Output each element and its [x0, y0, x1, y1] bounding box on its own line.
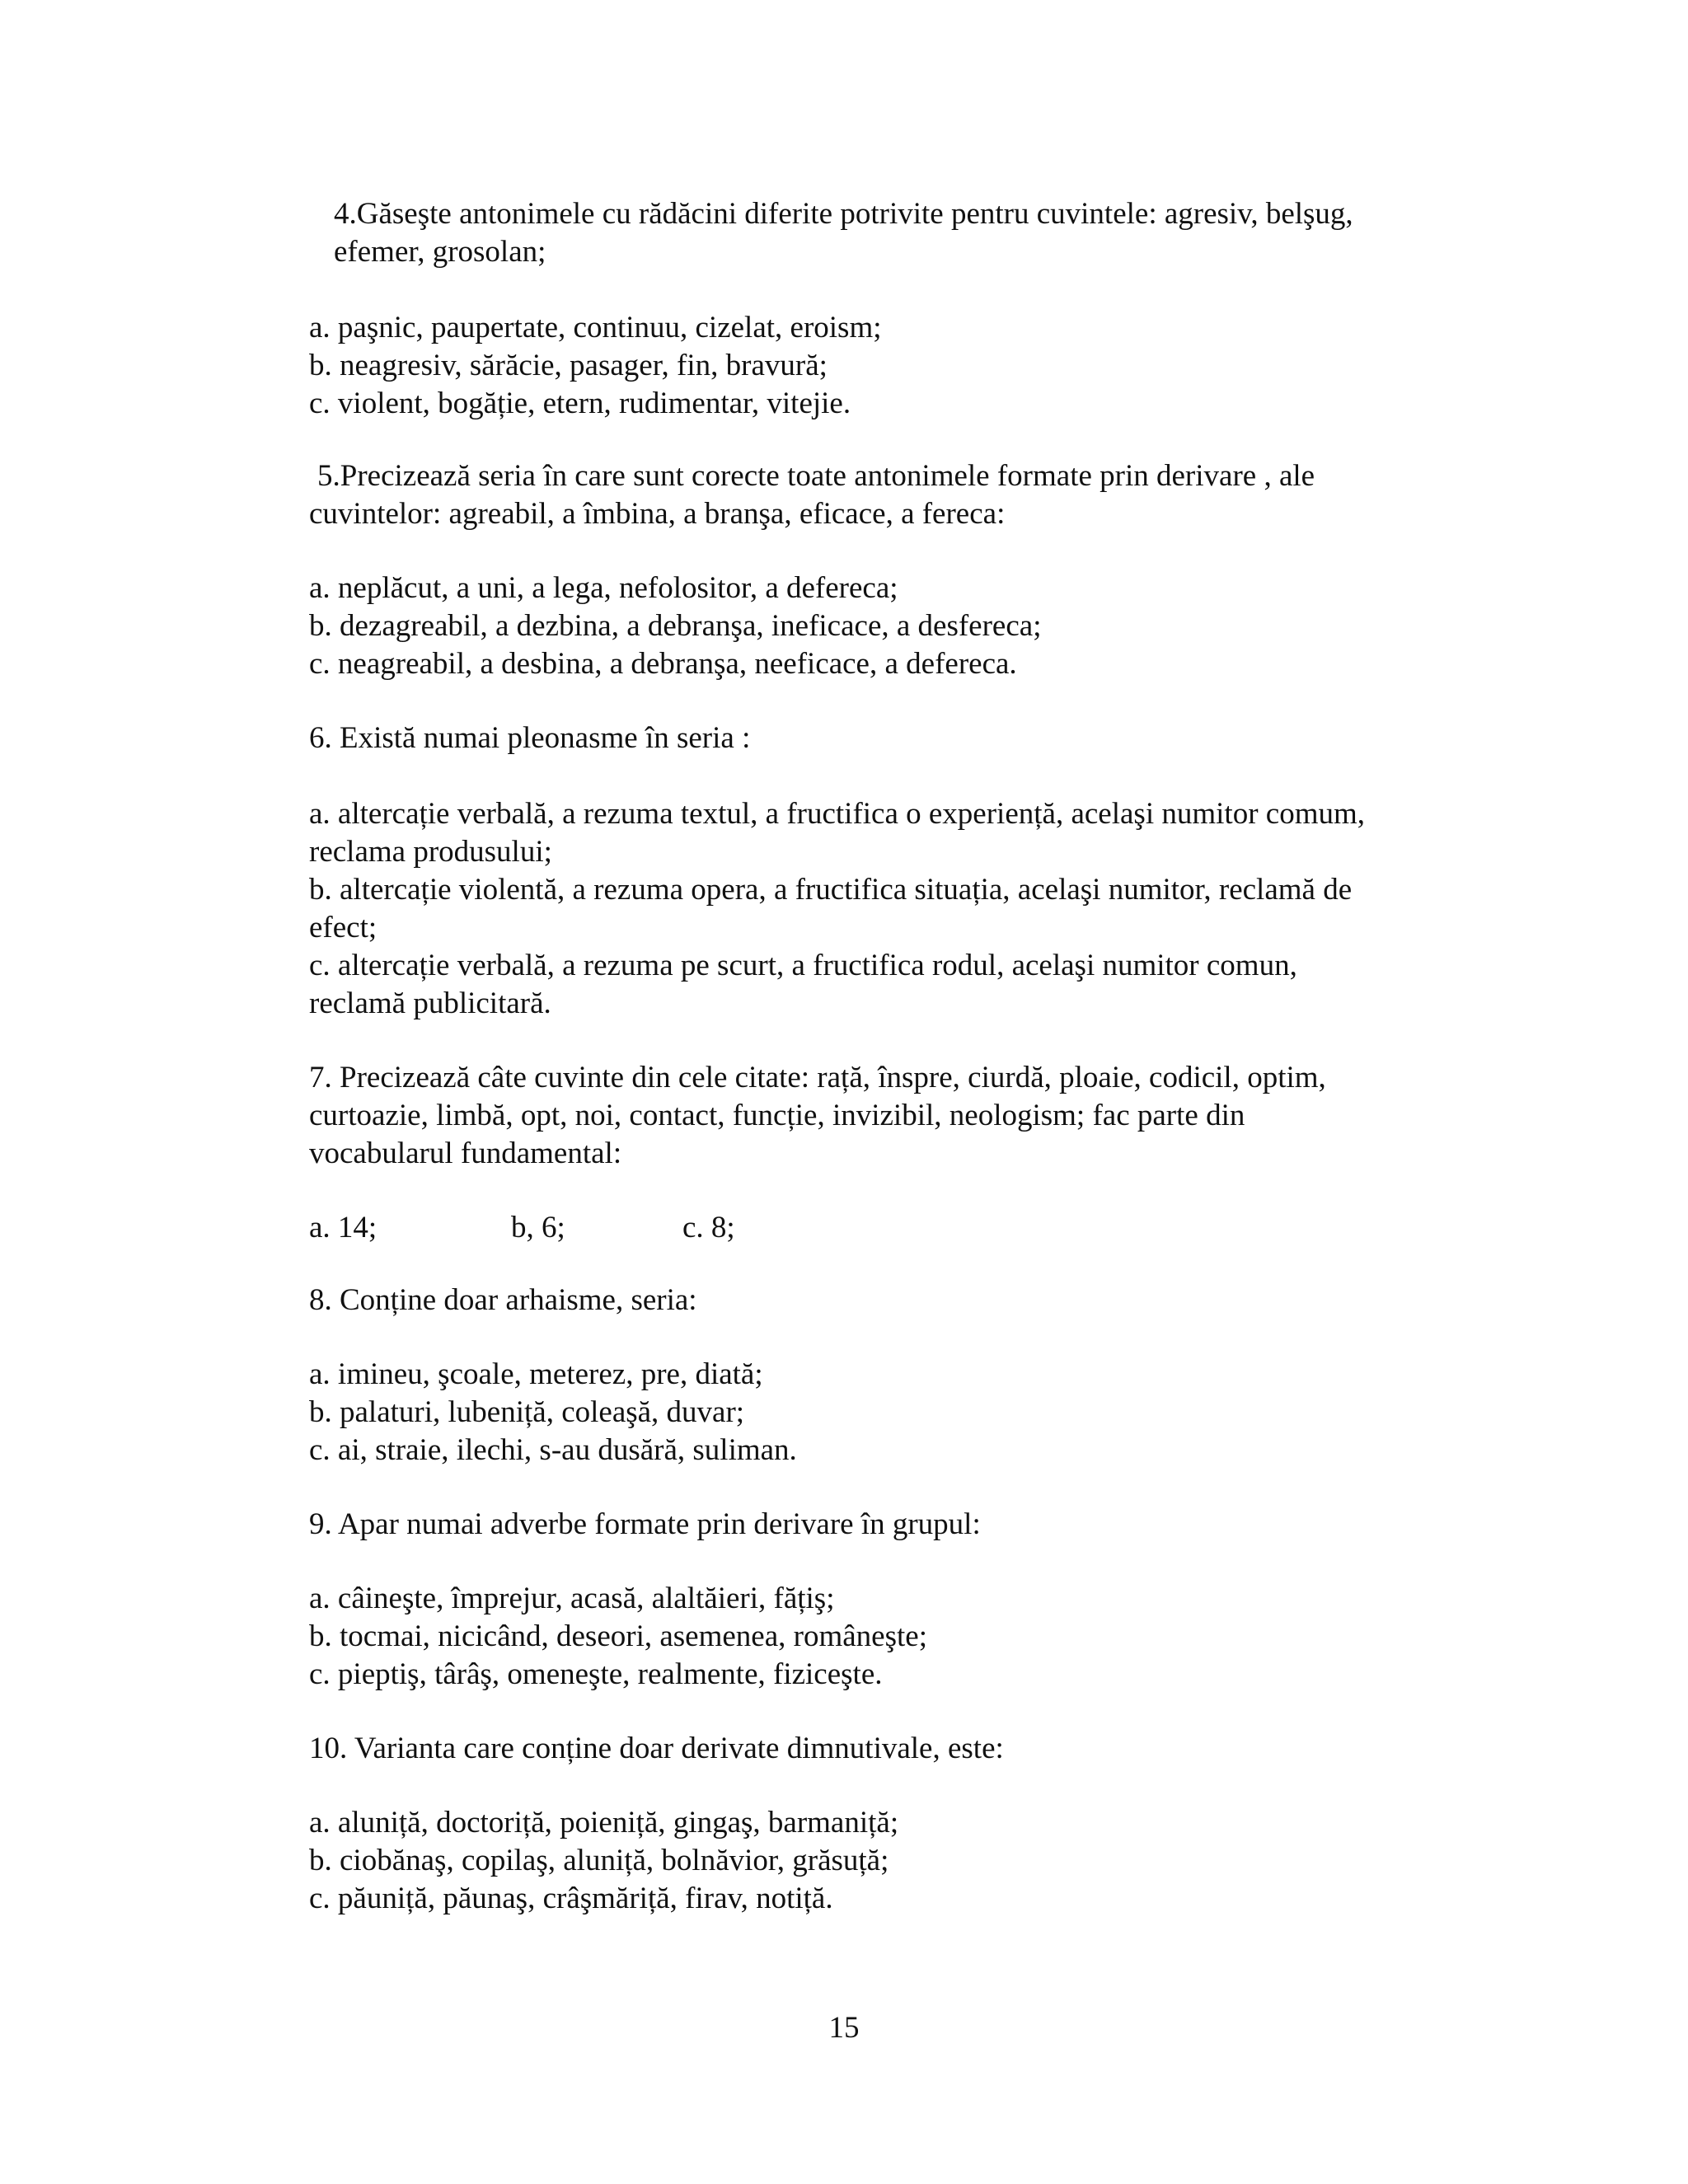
question-10-answer-c: c. păuniță, păunaş, crâşmăriță, firav, notiță.: [309, 1882, 833, 1915]
question-4-answer-c: c. violent, bogăție, etern, rudimentar, vitejie.: [309, 387, 851, 420]
question-6-line-1: 6. Există numai pleonasme în seria :: [309, 721, 751, 755]
question-6-answer-b-line-1: b. altercație violentă, a rezuma opera, a fructifica situația, acelaşi numitor, reclamă de: [309, 873, 1353, 907]
question-6-answer-a-line-2: reclama produsului;: [309, 835, 552, 869]
question-6-answer-c-line-2: reclamă publicitară.: [309, 987, 551, 1020]
question-9-line-1: 9. Apar numai adverbe formate prin derivare în grupul:: [309, 1507, 981, 1541]
question-7-line-1: 7. Precizează câte cuvinte din cele citate: rață, înspre, ciurdă, ploaie, codicil, optim,: [309, 1061, 1326, 1094]
question-6-answer-a-line-1: a. altercație verbală, a rezuma textul, a fructifica o experiență, acelaşi numitor comum,: [309, 797, 1365, 831]
question-4-line-1: 4.Găseşte antonimele cu rădăcini diferite potrivite pentru cuvintele: agresiv, belşug,: [334, 197, 1353, 231]
question-6-answer-b-line-2: efect;: [309, 911, 377, 944]
question-8-answer-a: a. imineu, şcoale, meterez, pre, diată;: [309, 1357, 763, 1391]
question-10-line-1: 10. Varianta care conține doar derivate dimnutivale, este:: [309, 1732, 1004, 1765]
question-8-answer-b: b. palaturi, lubeniță, coleaşă, duvar;: [309, 1395, 745, 1429]
question-4-answer-b: b. neagresiv, sărăcie, pasager, fin, bravură;: [309, 349, 828, 382]
question-10-answer-a: a. aluniță, doctoriță, poieniță, gingaş, barmaniță;: [309, 1806, 899, 1840]
question-6-answer-c-line-1: c. altercație verbală, a rezuma pe scurt, a fructifica rodul, acelaşi numitor comun,: [309, 949, 1297, 982]
question-9-answer-a: a. câineşte, împrejur, acasă, alaltăieri, fățiş;: [309, 1582, 835, 1615]
question-7-line-3: vocabularul fundamental:: [309, 1137, 622, 1170]
question-5-answer-b: b. dezagreabil, a dezbina, a debranşa, ineficace, a desfereca;: [309, 609, 1042, 643]
question-4-answer-a: a. paşnic, paupertate, continuu, cizelat, eroism;: [309, 311, 882, 344]
question-5-line-2: cuvintelor: agreabil, a îmbina, a branşa, eficace, a fereca:: [309, 497, 1006, 531]
question-5-answer-a: a. neplăcut, a uni, a lega, nefolositor, a defereca;: [309, 571, 898, 605]
question-7-answer-a: a. 14;: [309, 1211, 377, 1244]
question-8-answer-c: c. ai, straie, ilechi, s-au dusără, suliman.: [309, 1433, 797, 1467]
question-7-answer-b: b, 6;: [511, 1211, 565, 1244]
question-5-answer-c: c. neagreabil, a desbina, a debranşa, neeficace, a defereca.: [309, 647, 1017, 681]
question-8-line-1: 8. Conține doar arhaisme, seria:: [309, 1283, 697, 1317]
question-10-answer-b: b. ciobănaş, copilaş, aluniță, bolnăvior, grăsuță;: [309, 1844, 889, 1877]
question-7-answer-c: c. 8;: [682, 1211, 735, 1244]
page-number: 15: [828, 2011, 860, 2045]
question-5-line-1: 5.Precizează seria în care sunt corecte toate antonimele formate prin derivare , ale: [317, 459, 1315, 493]
question-4-line-2: efemer, grosolan;: [334, 235, 546, 269]
question-9-answer-b: b. tocmai, nicicând, deseori, asemenea, româneşte;: [309, 1619, 927, 1653]
question-9-answer-c: c. pieptiş, târâş, omeneşte, realmente, fiziceşte.: [309, 1657, 883, 1691]
question-7-line-2: curtoazie, limbă, opt, noi, contact, funcție, invizibil, neologism; fac parte din: [309, 1099, 1245, 1132]
